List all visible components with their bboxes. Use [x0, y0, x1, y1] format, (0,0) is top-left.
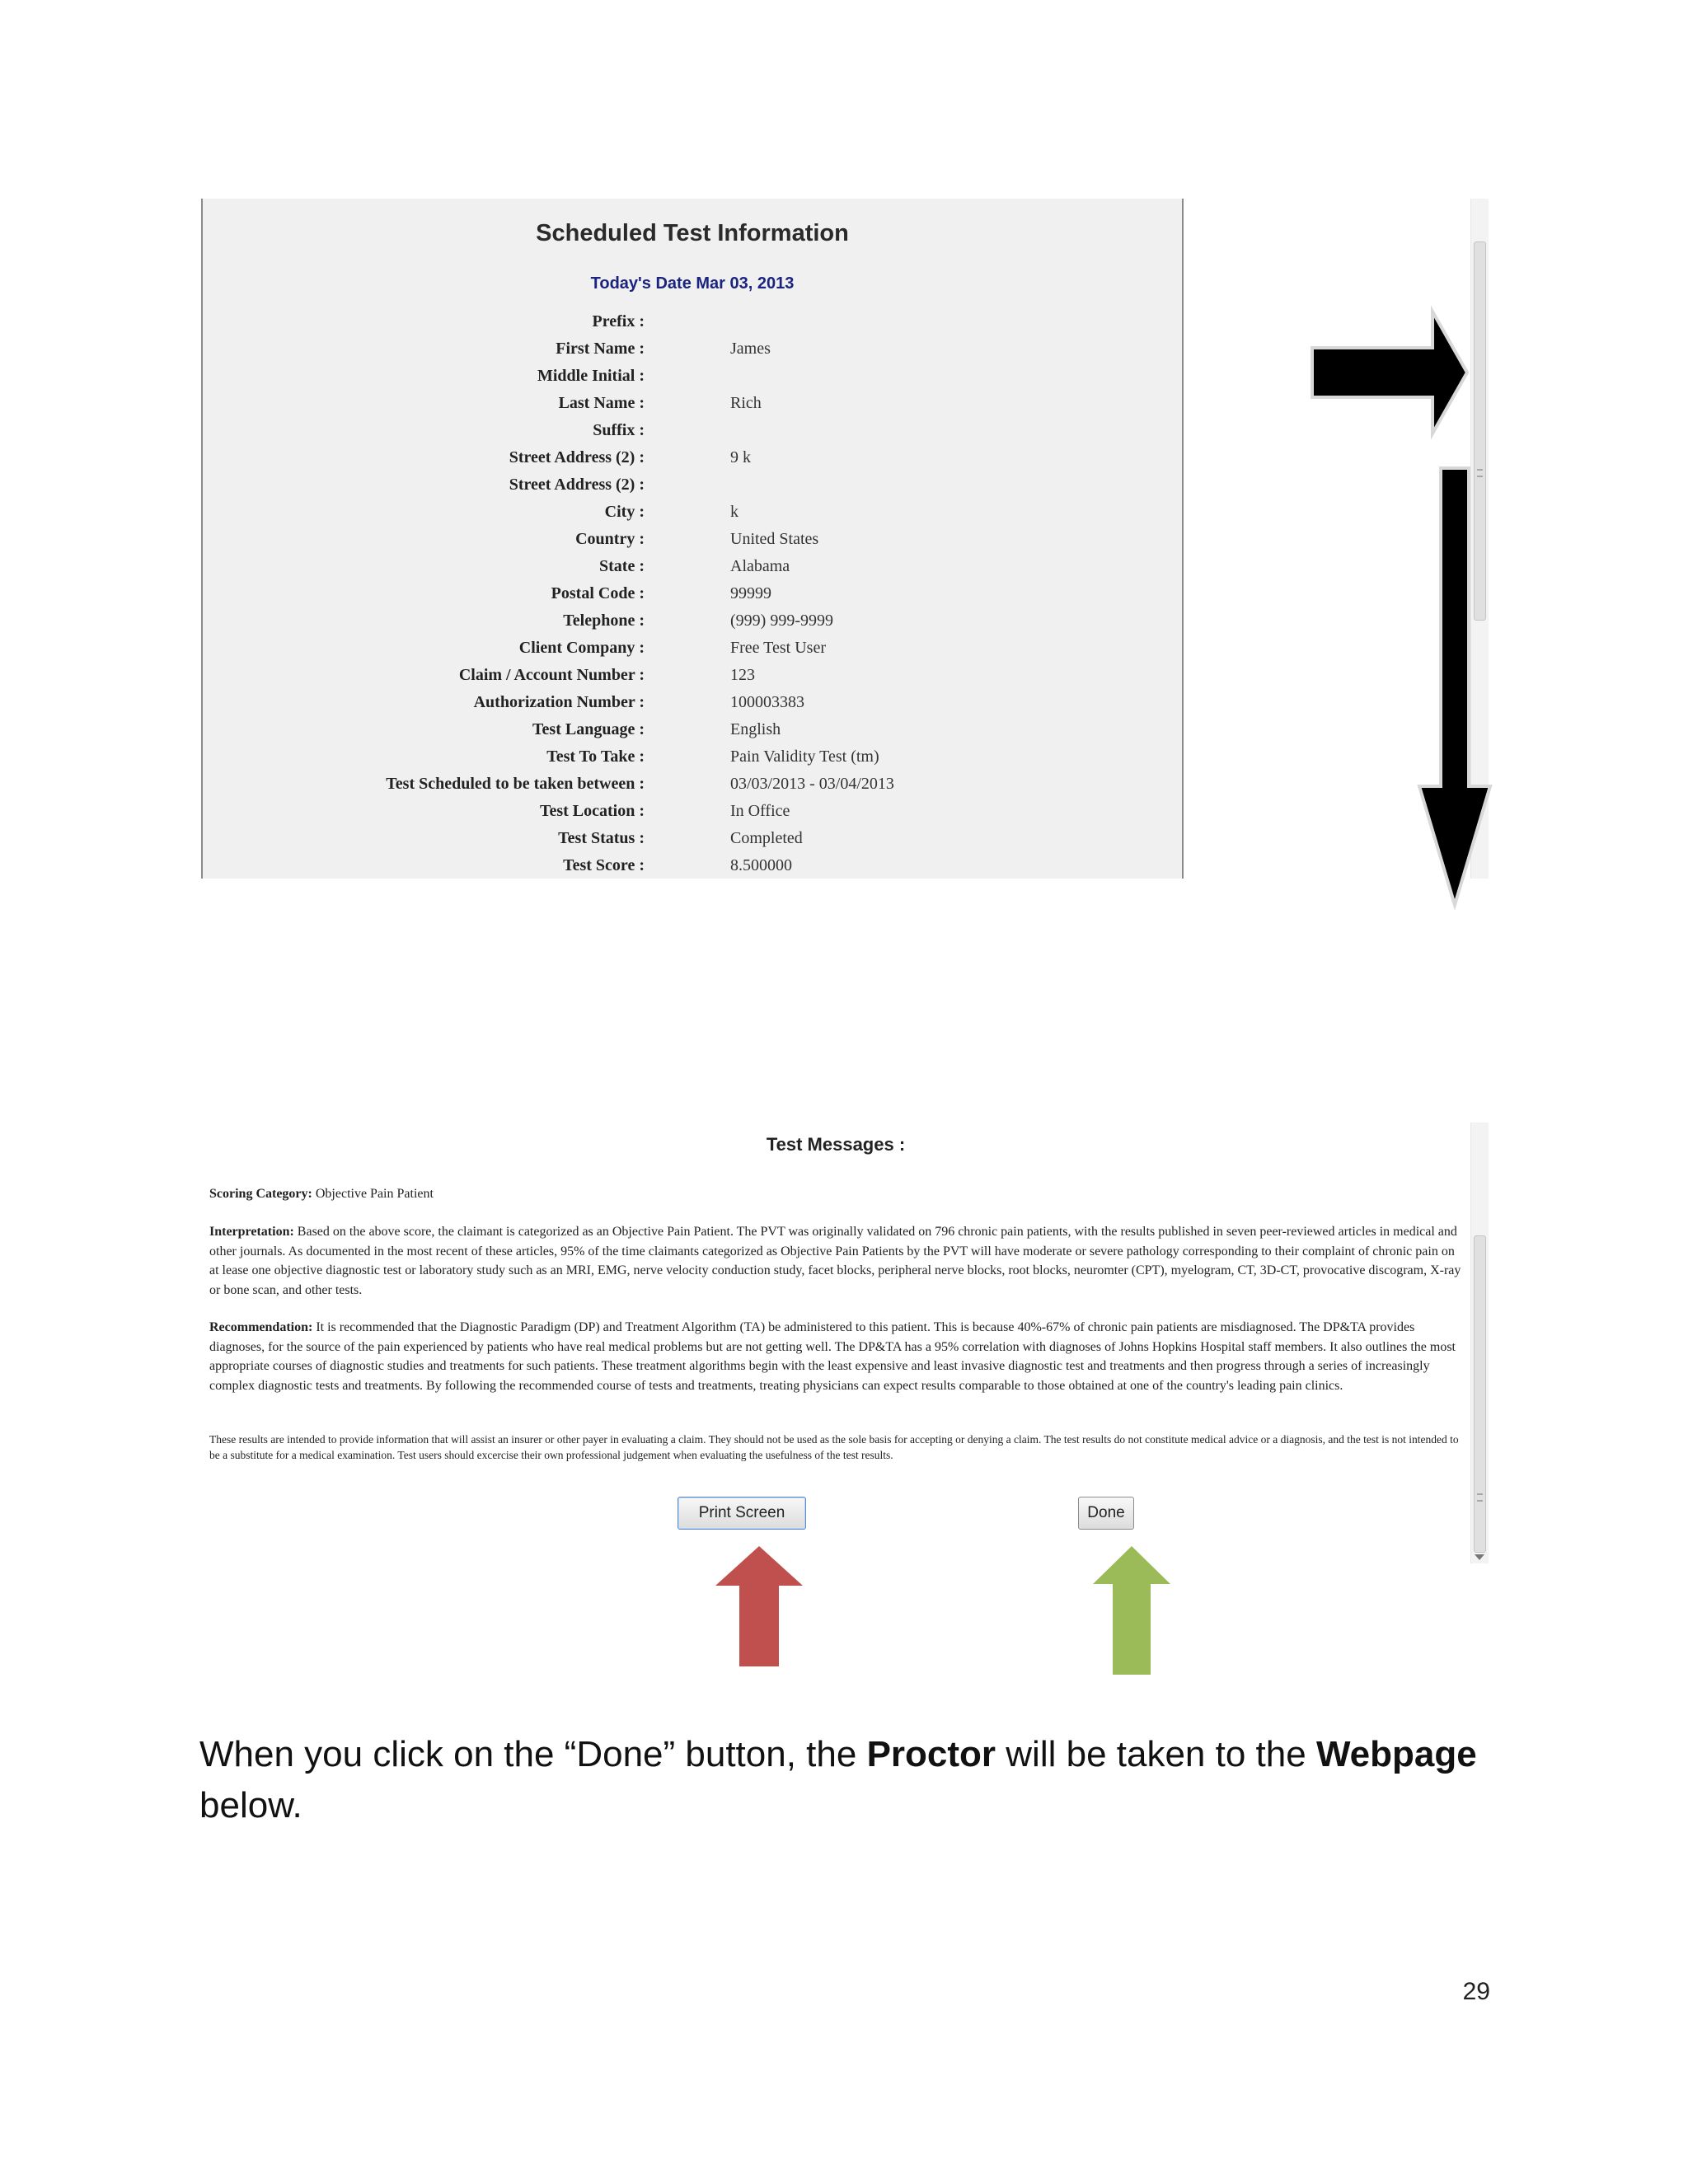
- info-row: [203, 639, 1182, 666]
- scoring-category: [209, 1184, 1466, 1204]
- field-value: James: [730, 340, 771, 358]
- print-screen-button[interactable]: Print Screen: [678, 1497, 806, 1530]
- info-row: [203, 367, 1182, 394]
- field-label: State :: [599, 557, 645, 575]
- info-row: [203, 829, 1182, 856]
- recommendation: [209, 1318, 1466, 1395]
- scroll-down-icon[interactable]: [1475, 1554, 1484, 1560]
- field-value: Pain Validity Test (tm): [730, 748, 879, 766]
- info-row: [203, 775, 1182, 802]
- info-row: [203, 802, 1182, 829]
- field-label: Test Location :: [539, 802, 645, 820]
- caption-part: below.: [199, 1785, 302, 1825]
- field-label: Claim / Account Number :: [458, 666, 645, 684]
- field-value: Free Test User: [730, 639, 826, 657]
- field-value: 99999: [730, 584, 771, 602]
- info-row: [203, 503, 1182, 530]
- caption-proctor: Proctor: [866, 1734, 996, 1774]
- field-label: Client Company :: [518, 639, 645, 657]
- page-number: 29: [1462, 1978, 1490, 2005]
- info-table: [203, 312, 1182, 879]
- field-value: 100003383: [730, 693, 804, 711]
- panel-title: Scheduled Test Information: [536, 220, 849, 246]
- info-row: [203, 476, 1182, 503]
- field-label: Prefix :: [592, 312, 645, 330]
- info-row: [203, 312, 1182, 340]
- todays-date: Today's Date Mar 03, 2013: [590, 274, 795, 293]
- info-row: [203, 748, 1182, 775]
- field-label: City :: [604, 503, 645, 521]
- field-value: English: [730, 720, 781, 738]
- field-value: 9 k: [730, 448, 751, 466]
- field-value: Rich: [730, 394, 762, 412]
- caption-text: [199, 1729, 1485, 1831]
- info-row: [203, 856, 1182, 879]
- interpretation-label: Interpretation:: [209, 1225, 294, 1239]
- info-row: [203, 693, 1182, 720]
- scrollbar[interactable]: [1470, 1122, 1489, 1563]
- field-label: Test To Take :: [546, 748, 645, 766]
- field-label: Street Address (2) :: [509, 448, 645, 466]
- scrollbar-thumb[interactable]: [1474, 1235, 1486, 1553]
- info-row: [203, 666, 1182, 693]
- field-label: Test Language :: [532, 720, 645, 738]
- caption-part: will be taken to the: [996, 1734, 1316, 1774]
- info-row: [203, 530, 1182, 557]
- green-up-arrow-icon: [1078, 1535, 1185, 1685]
- field-value: Completed: [730, 829, 803, 847]
- grip-icon: [1477, 1493, 1483, 1502]
- field-value: (999) 999-9999: [730, 612, 833, 630]
- field-value: 8.500000: [730, 856, 792, 874]
- disclaimer: These results are intended to provide information that will assist an insurer or other payer in evaluating a claim. They should not be used as the sole basis for accepting or denying a claim. The test results do not constitute medical advice or a diagnosis, and the test is not intended to be a substitute for a medical examination. Test users should excercise their own professional judgement when evaluating the usefulness of the test results.: [209, 1433, 1459, 1461]
- field-value: United States: [730, 530, 819, 548]
- info-row: [203, 557, 1182, 584]
- field-label: Test Scheduled to be taken between :: [386, 775, 645, 793]
- info-row: [203, 720, 1182, 748]
- recommendation-text: It is recommended that the Diagnostic Paradigm (DP) and Treatment Algorithm (TA) be administered to this patient. This is because 40%-67% of chronic pain patients are misdiagnosed. The DP&TA provides diagnoses, for the source of the pain experienced by patients who have real medical problems but are not getting well. The DP&TA has a 95% correlation with diagnoses of Johns Hopkins Hospital staff members. It also outlines the most appropriate courses of diagnostic studies and treatments for such patients. These treatment algorithms begin with the least expensive and least invasive diagnostic test and treatments and then progress through a series of increasingly complex diagnostic tests and treatments. By following the recommended course of tests and treatments, treating physicians can expect results comparable to those obtained at one of the country's leading pain clinics.: [209, 1320, 1456, 1393]
- field-label: First Name :: [556, 340, 645, 358]
- info-row: [203, 612, 1182, 639]
- right-arrow-icon: [1309, 305, 1474, 445]
- scoring-value: Objective Pain Patient: [315, 1187, 434, 1201]
- field-label: Suffix :: [593, 421, 645, 439]
- info-row: [203, 394, 1182, 421]
- info-row: [203, 448, 1182, 476]
- info-row: [203, 584, 1182, 612]
- test-messages-heading: Test Messages :: [766, 1134, 906, 1155]
- scoring-label: Scoring Category:: [209, 1187, 312, 1201]
- field-value: Alabama: [730, 557, 790, 575]
- info-row: [203, 421, 1182, 448]
- field-label: Last Name :: [558, 394, 645, 412]
- recommendation-label: Recommendation:: [209, 1320, 313, 1334]
- interpretation-text: Based on the above score, the claimant is categorized as an Objective Pain Patient. The PVT was originally validated on 796 chronic pain patients, with the results published in seven peer-reviewed articles in medical and other journals. As documented in the most recent of these articles, 95% of the time claimants categorized as Objective Pain Patients by the PVT will have moderate or severe pathology corresponding to their complaint of chronic pain on at lease one objective diagnostic test or laboratory study such as an MRI, EMG, nerve velocity conduction study, facet blocks, peripheral nerve blocks, root blocks, neuromter (CPT), myelogram, CT, 3D-CT, provocative discogram, X-ray or bone scan, and other tests.: [209, 1225, 1461, 1297]
- interpretation: [209, 1222, 1466, 1300]
- field-value: 123: [730, 666, 755, 684]
- caption-part: When you click on the “Done” button, the: [199, 1734, 867, 1774]
- scheduled-test-panel: [201, 199, 1184, 879]
- done-button[interactable]: Done: [1078, 1497, 1134, 1530]
- field-label: Middle Initial :: [537, 367, 645, 385]
- field-label: Test Status :: [558, 829, 645, 847]
- field-value: k: [730, 503, 738, 521]
- field-label: Telephone :: [563, 612, 645, 630]
- field-value: In Office: [730, 802, 790, 820]
- red-up-arrow-icon: [694, 1535, 824, 1676]
- field-value: 03/03/2013 - 03/04/2013: [730, 775, 894, 793]
- field-label: Authorization Number :: [473, 693, 645, 711]
- caption-webpage: Webpage: [1315, 1734, 1477, 1774]
- field-label: Country :: [575, 530, 645, 548]
- test-messages-panel: [201, 1122, 1470, 1563]
- field-label: Postal Code :: [551, 584, 645, 602]
- field-label: Test Score :: [563, 856, 645, 874]
- info-row: [203, 340, 1182, 367]
- down-arrow-icon: [1414, 466, 1497, 912]
- field-label: Street Address (2) :: [509, 476, 645, 494]
